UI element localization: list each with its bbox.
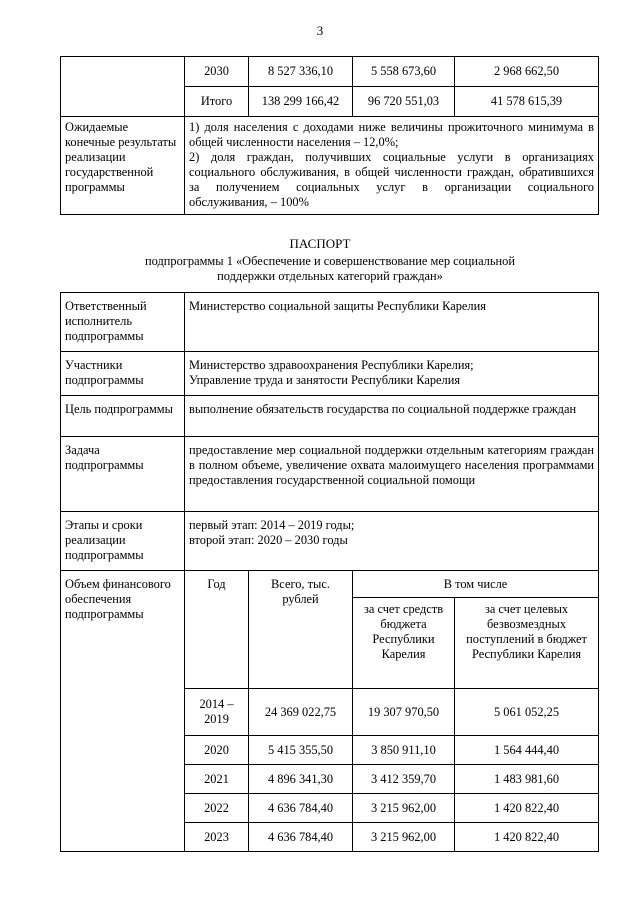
- table-row: [61, 117, 599, 215]
- funding-label: Объем финансового обеспечения подпрограммы: [61, 571, 185, 852]
- other-cell: 1 483 981,60: [455, 765, 599, 794]
- table-row: [61, 396, 599, 437]
- other-cell: 1 564 444,40: [455, 736, 599, 765]
- table-row: [61, 437, 599, 512]
- passport-table: [60, 292, 599, 852]
- header-year: Год: [185, 571, 249, 689]
- stages-label: Этапы и сроки реализации подпрограммы: [61, 512, 185, 571]
- results-item-2: 2) доля граждан, получивших социальные услуги в организациях социального обслуживания, в общей численности граждан, обратившихся за получением социальных услуг в организации социального обслуживания, – 100%: [189, 150, 594, 209]
- table-row: [61, 352, 599, 396]
- participant-1: Министерство здравоохранения Республики Карелия;: [189, 358, 474, 372]
- results-label: Ожидаемые конечные результаты реализации государственной программы: [61, 117, 185, 215]
- other-cell: 1 420 822,40: [455, 794, 599, 823]
- total-cell: 138 299 166,42: [249, 87, 353, 117]
- passport-subtitle: подпрограммы 1 «Обеспечение и совершенствование мер социальной поддержки отдельных категорий граждан»: [145, 254, 515, 283]
- results-item-1: 1) доля населения с доходами ниже величины прожиточного минимума в общей численности населения – 12,0%;: [189, 120, 594, 149]
- year-cell: 2021: [185, 765, 249, 794]
- page-number: 3: [316, 23, 324, 38]
- total-cell: 4 636 784,40: [249, 823, 353, 852]
- budget-cell: 3 215 962,00: [353, 823, 455, 852]
- participant-2: Управление труда и занятости Республики Карелия: [189, 373, 461, 387]
- budget-cell: 5 558 673,60: [353, 57, 455, 87]
- total-cell: 4 896 341,30: [249, 765, 353, 794]
- other-cell: 2 968 662,50: [455, 57, 599, 87]
- year-cell: 2030: [185, 57, 249, 87]
- year-cell: 2020: [185, 736, 249, 765]
- stage-2: второй этап: 2020 – 2030 годы: [189, 533, 348, 547]
- header-budget: за счет средств бюджета Республики Карелия: [353, 598, 455, 689]
- task-label: Задача подпрограммы: [61, 437, 185, 512]
- results-value: [185, 117, 599, 215]
- participants-value: [185, 352, 599, 396]
- total-cell: 4 636 784,40: [249, 794, 353, 823]
- responsible-label: Ответственный исполнитель подпрограммы: [61, 293, 185, 352]
- participants-label: Участники подпрограммы: [61, 352, 185, 396]
- total-cell: 24 369 022,75: [249, 689, 353, 736]
- table-row: [61, 293, 599, 352]
- total-cell: 8 527 336,10: [249, 57, 353, 87]
- total-cell: 5 415 355,50: [249, 736, 353, 765]
- table-row: [61, 571, 599, 598]
- other-cell: 41 578 615,39: [455, 87, 599, 117]
- budget-cell: 19 307 970,50: [353, 689, 455, 736]
- other-cell: 1 420 822,40: [455, 823, 599, 852]
- stages-value: [185, 512, 599, 571]
- year-cell: 2014 – 2019: [185, 689, 249, 736]
- budget-cell: 3 412 359,70: [353, 765, 455, 794]
- table-row: [61, 57, 599, 87]
- header-total: Всего, тыс. рублей: [249, 571, 353, 689]
- other-cell: 5 061 052,25: [455, 689, 599, 736]
- budget-cell: 3 215 962,00: [353, 794, 455, 823]
- responsible-value: Министерство социальной защиты Республики Карелия: [185, 293, 599, 352]
- budget-cell: 96 720 551,03: [353, 87, 455, 117]
- header-other: за счет целевых безвозмездных поступлений в бюджет Республики Карелия: [455, 598, 599, 689]
- stage-1: первый этап: 2014 – 2019 годы;: [189, 518, 355, 532]
- goal-value: выполнение обязательств государства по социальной поддержке граждан: [185, 396, 599, 437]
- year-cell: Итого: [185, 87, 249, 117]
- goal-label: Цель подпрограммы: [61, 396, 185, 437]
- year-cell: 2023: [185, 823, 249, 852]
- task-value: предоставление мер социальной поддержки отдельным категориям граждан в полном объеме, увеличение охвата малоимущего населения программами предоставления государственной социальной помощи: [185, 437, 599, 512]
- program-funding-table: [60, 56, 599, 215]
- budget-cell: 3 850 911,10: [353, 736, 455, 765]
- passport-title: ПАСПОРТ: [289, 236, 351, 251]
- year-cell: 2022: [185, 794, 249, 823]
- table-row: [61, 512, 599, 571]
- header-including: В том числе: [353, 571, 599, 598]
- blank-label-cell: [61, 57, 185, 117]
